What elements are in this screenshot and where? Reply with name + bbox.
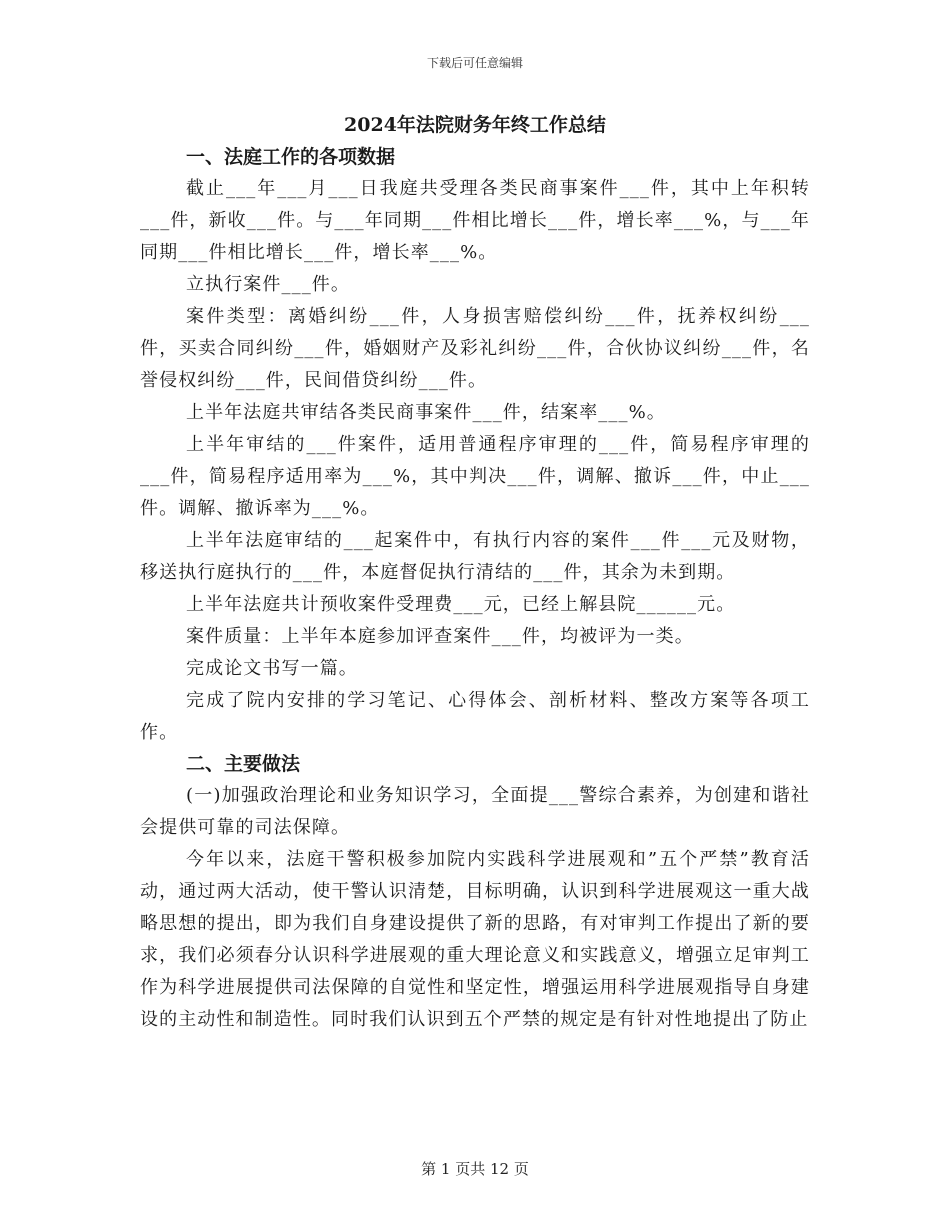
paragraph: 完成论文书写一篇。 — [186, 658, 358, 679]
paragraph: 截止___年___月___日我庭共受理各类民商事案件___件，其中上年积转___件，新收___件。与___年同期___件相比增长___件，增长率___%，与___年同期___件相比增长___件，增长率___%。 — [140, 178, 810, 263]
paragraph: 案件类型：离婚纠纷___件，人身损害赔偿纠纷___件，抚养权纠纷___件，买卖合同纠纷___件，婚姻财产及彩礼纠纷___件，合伙协议纠纷___件，名誉侵权纠纷___件，民间借贷纠纷___件。 — [140, 306, 810, 391]
section-heading: 一、法庭工作的各项数据 — [186, 146, 396, 168]
paragraph: 上半年法庭审结的___起案件中，有执行内容的案件___件___元及财物，移送执行庭执行的___件，本庭督促执行清结的___件，其余为未到期。 — [140, 530, 810, 583]
paragraph: 上半年法庭共计预收案件受理费___元，已经上解县院______元。 — [186, 594, 736, 615]
paragraph: (一)加强政治理论和业务知识学习，全面提___警综合素养，为创建和谐社会提供可靠的司法保障。 — [140, 785, 810, 838]
paragraph: 案件质量：上半年本庭参加评查案件___件，均被评为一类。 — [186, 626, 694, 647]
paragraph: 上半年审结的___件案件，适用普通程序审理的___件，简易程序审理的___件，简易程序适用率为___%，其中判决___件，调解、撤诉___件，中止___件。调解、撤诉率为___%。 — [140, 434, 810, 519]
page-footer: 第 1 页共 12 页 — [421, 1160, 529, 1178]
document-body — [140, 108, 810, 1036]
paragraph: 完成了院内安排的学习笔记、心得体会、剖析材料、整改方案等各项工作。 — [140, 690, 810, 743]
document-title: 2024年法院财务年终工作总结 — [344, 114, 606, 136]
paragraph: 上半年法庭共审结各类民商事案件___件，结案率___%。 — [186, 402, 666, 423]
header-note: 下载后可任意编辑 — [426, 56, 523, 70]
paragraph: 立执行案件___件。 — [186, 274, 350, 295]
section-heading: 二、主要做法 — [186, 753, 301, 775]
paragraph: 今年以来，法庭干警积极参加院内实践科学进展观和”五个严禁”教育活动，通过两大活动，使干警认识清楚，目标明确，认识到科学进展观这一重大战略思想的提出，即为我们自身建设提供了新的思路，有对审判工作提出了新的要求，我们必须春分认识科学进展观的重大理论意义和实践意义，增强立足审判工作为科学进展提供司法保障的自觉性和坚定性，增强运用科学进展观指导自身建设的主动性和制造性。同时我们认识到五个严禁的规定是有针对性地提出了防止 — [140, 849, 810, 1030]
